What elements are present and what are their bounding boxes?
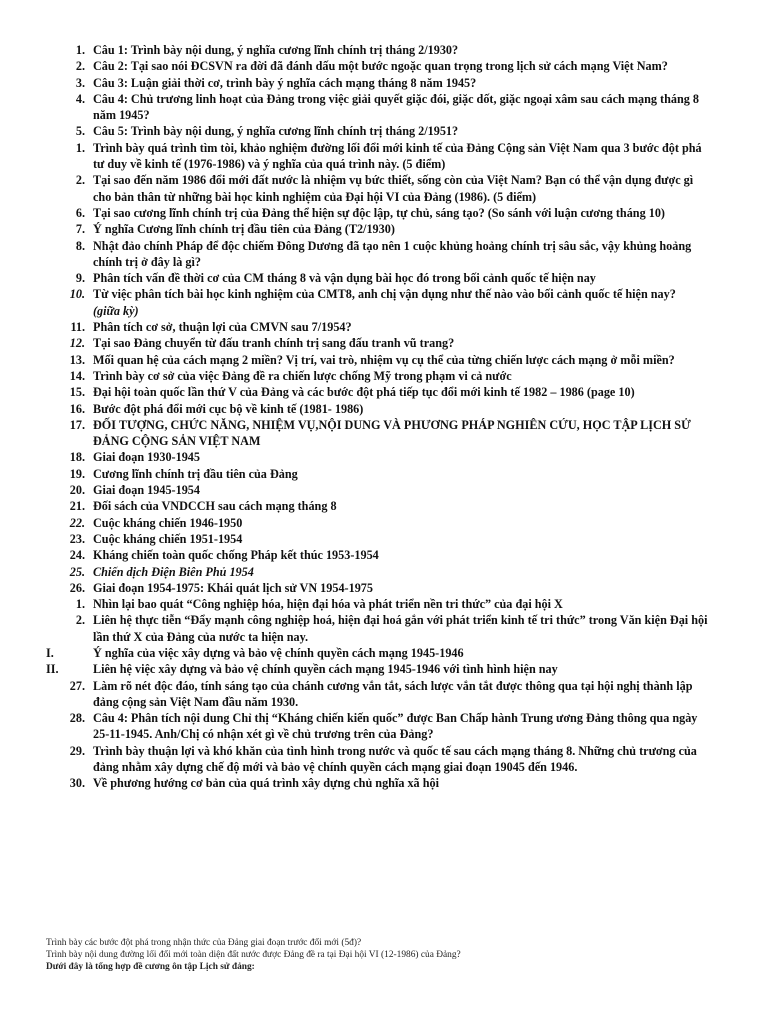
list-item-number: 6. — [75, 205, 85, 220]
list-item-body: Nhật đảo chính Pháp để độc chiếm Đông Dương đã tạo nên 1 cuộc khủng hoảng chính trị sâu sắc, vậy khủng hoảng chính trị ở đây là gì? — [93, 238, 692, 269]
list-item — [0, 335, 768, 351]
list-item — [0, 482, 768, 498]
list-item-text — [93, 286, 712, 319]
list-item-number: 1. — [75, 597, 85, 612]
list-item — [0, 270, 768, 286]
list-item-body: Câu 1: Trình bày nội dung, ý nghĩa cương lĩnh chính trị tháng 2/1930? — [93, 43, 459, 57]
list-item-text — [93, 580, 712, 596]
list-item — [0, 221, 768, 237]
list-item-number: 23. — [69, 531, 85, 546]
list-item — [0, 319, 768, 335]
list-item — [0, 205, 768, 221]
list-item — [0, 498, 768, 514]
list-item-text — [93, 58, 712, 74]
list-item-body: Cuộc kháng chiến 1946-1950 — [93, 515, 243, 530]
list-item-number: 30. — [69, 776, 85, 791]
list-item-number: 4. — [75, 91, 85, 106]
list-item — [0, 547, 768, 563]
list-item — [0, 123, 768, 139]
list-item-body: Liên hệ việc xây dựng và bảo vệ chính quyền cách mạng 1945-1946 với tình hình hiện nay — [93, 662, 558, 677]
list-item — [0, 352, 768, 368]
list-item-body: Câu 5: Trình bày nội dung, ý nghĩa cương lĩnh chính trị tháng 2/1951? — [93, 124, 459, 139]
list-item-number: 20. — [69, 483, 85, 498]
list-item-text — [93, 75, 712, 91]
footer-line-3: Dưới đây là tổng hợp đề cương ôn tập Lịch sử đảng: — [46, 962, 255, 972]
list-item-body: Giai đoạn 1945-1954 — [93, 483, 200, 498]
list-item-number: I. — [46, 645, 54, 660]
list-item-text — [93, 743, 712, 776]
list-item-body: Cuộc kháng chiến 1951-1954 — [93, 531, 243, 546]
list-item-text — [93, 678, 712, 711]
list-item-number: II. — [46, 662, 59, 677]
list-item — [0, 743, 768, 776]
list-item-text — [93, 238, 712, 271]
list-item-text — [93, 515, 712, 531]
list-item-text — [93, 612, 712, 645]
list-item-text — [93, 401, 712, 417]
list-item-body: Nhìn lại bao quát “Công nghiệp hóa, hiện đại hóa và phát triển nền tri thức” của đại hội X — [93, 597, 563, 612]
list-item-body: Kháng chiến toàn quốc chống Pháp kết thúc 1953-1954 — [93, 548, 379, 563]
question-list — [0, 42, 768, 792]
list-item-text — [93, 42, 712, 58]
list-item-text — [93, 547, 712, 563]
list-item-text — [93, 270, 712, 286]
list-item-number: 11. — [70, 320, 85, 335]
list-item-text — [93, 172, 712, 205]
list-item-body: Phân tích vấn đề thời cơ của CM tháng 8 và vận dụng bài học đó trong bối cảnh quốc tế hiện nay — [93, 271, 596, 286]
list-item-number: 8. — [75, 238, 85, 253]
list-item — [0, 531, 768, 547]
list-item — [0, 645, 768, 661]
list-item-body: Giai đoạn 1954-1975: Khái quát lịch sử VN 1954-1975 — [93, 580, 373, 595]
list-item-text — [93, 449, 712, 465]
list-item-number: 9. — [75, 271, 85, 286]
list-item-note: (giữa kỳ) — [93, 303, 139, 318]
list-item-text — [93, 661, 712, 677]
footer-line-2: Trình bày nội dung đường lối đổi mới toàn diện đất nước được Đảng đề ra tại Đại hội VI (12-1986) của Đảng? — [46, 950, 461, 960]
footer-line-1: Trình bày các bước đột phá trong nhận thức của Đảng giai đoạn trước đổi mới (5đ)? — [46, 938, 362, 948]
list-item-number: 5. — [75, 124, 85, 139]
list-item-number: 26. — [69, 580, 85, 595]
list-item-body: Đại hội toàn quốc lần thứ V của Đảng và các bước đột phá tiếp tục đổi mới kinh tế 1982 – 1986 (page 10) — [93, 385, 635, 400]
list-item-body: Câu 4: Phân tích nội dung Chỉ thị “Kháng chiến kiến quốc” được Ban Chấp hành Trung ương Đảng thông qua ngày 25-11-1945. Anh/Chị có nhận xét gì về chủ trương trên của Đảng? — [93, 711, 698, 742]
list-item-number: 18. — [69, 450, 85, 465]
list-item-text — [93, 352, 712, 368]
list-item-text — [93, 368, 712, 384]
list-item-text — [93, 498, 712, 514]
list-item-body: Từ việc phân tích bài học kinh nghiệm của CMT8, anh chị vận dụng như thế nào vào bối cảnh quốc tế hiện nay? — [93, 287, 676, 302]
list-item — [0, 75, 768, 91]
list-item — [0, 612, 768, 645]
list-item-text — [93, 335, 712, 351]
list-item-number: 15. — [69, 385, 85, 400]
list-item-body: Liên hệ thực tiễn “Đẩy mạnh công nghiệp hoá, hiện đại hoá gắn với phát triển kinh tế tri thức” trong Văn kiện Đại hội lần thứ X của Đảng của nước ta hiện nay. — [93, 613, 708, 644]
list-item-body: Ý nghĩa Cương lĩnh chính trị đầu tiên của Đảng (T2/1930) — [93, 222, 395, 237]
list-item-body: Mối quan hệ của cách mạng 2 miền? Vị trí, vai trò, nhiệm vụ cụ thể của từng chiến lược cách mạng ở mỗi miền? — [93, 352, 675, 367]
list-item — [0, 515, 768, 531]
list-item — [0, 466, 768, 482]
list-item-number: 19. — [69, 466, 85, 481]
list-item-body: Ý nghĩa của việc xây dựng và bảo vệ chính quyền cách mạng 1945-1946 — [93, 645, 464, 660]
list-item-number: 22. — [69, 515, 85, 530]
list-item — [0, 286, 768, 319]
list-item-body: Tại sao Đảng chuyển từ đấu tranh chính trị sang đấu tranh vũ trang? — [93, 336, 455, 351]
list-item — [0, 564, 768, 580]
list-item-number: 24. — [69, 548, 85, 563]
list-item-body: Đối sách của VNDCCH sau cách mạng tháng 8 — [93, 499, 337, 514]
list-item — [0, 368, 768, 384]
list-item-number: 28. — [69, 711, 85, 726]
list-item-number: 2. — [75, 613, 85, 628]
list-item-number: 2. — [75, 59, 85, 74]
list-item — [0, 678, 768, 711]
list-item-text — [93, 221, 712, 237]
list-item-body: Tại sao đến năm 1986 đổi mới đất nước là nhiệm vụ bức thiết, sống còn của Việt Nam? Bạn có thể vận dụng được gì cho bản thân từ những bài học kinh nghiệm của Đại hội VI của Đảng (1986). (5 điểm) — [93, 173, 694, 204]
list-item-body: Phân tích cơ sở, thuận lợi của CMVN sau 7/1954? — [93, 320, 352, 335]
list-item-number: 27. — [69, 678, 85, 693]
list-item — [0, 580, 768, 596]
list-item-body: Về phương hướng cơ bản của quá trình xây dựng chủ nghĩa xã hội — [93, 776, 439, 791]
list-item — [0, 238, 768, 271]
list-item — [0, 172, 768, 205]
list-item-body: Trình bày thuận lợi và khó khăn của tình hình trong nước và quốc tế sau cách mạng tháng 8. Những chủ trương của đảng nhằm xây dựng chế độ mới và bảo vệ chính quyền cách mạng giai đoạn 19045 đến 1946. — [93, 743, 697, 775]
list-item — [0, 596, 768, 612]
list-item-number: 1. — [75, 140, 85, 155]
list-item-body: Câu 4: Chủ trương linh hoạt của Đảng trong việc giải quyết giặc đói, giặc dốt, giặc ngoại xâm sau cách mạng tháng 8 năm 1945? — [93, 91, 699, 123]
list-item-number: 12. — [69, 336, 85, 351]
list-item-text — [93, 205, 712, 221]
list-item — [0, 401, 768, 417]
list-item — [0, 775, 768, 791]
list-item-text — [93, 140, 712, 173]
list-item-text — [93, 645, 712, 661]
list-item-text — [93, 564, 712, 580]
list-item-number: 16. — [69, 401, 85, 416]
list-item-number: 17. — [69, 417, 85, 432]
list-item-body: Làm rõ nét độc đáo, tính sáng tạo của chánh cương vắn tắt, sách lược vắn tắt được thông qua tại hội nghị thành lập đảng cộng sản Việt Nam đầu năm 1930. — [93, 678, 693, 709]
list-item-body: Giai đoạn 1930-1945 — [93, 450, 200, 465]
list-item — [0, 42, 768, 58]
list-item — [0, 661, 768, 677]
list-item-body: Tại sao cương lĩnh chính trị của Đảng thể hiện sự độc lập, tự chủ, sáng tạo? (So sánh với luận cương tháng 10) — [93, 205, 665, 220]
list-item-number: 10. — [69, 287, 85, 302]
list-item — [0, 58, 768, 74]
list-item — [0, 140, 768, 173]
list-item — [0, 417, 768, 450]
list-item-number: 21. — [69, 499, 85, 514]
list-item — [0, 710, 768, 743]
list-item-text — [93, 319, 712, 335]
list-item-text — [93, 466, 712, 482]
list-item — [0, 91, 768, 124]
footer-notes — [46, 937, 726, 973]
list-item-number: 13. — [69, 352, 85, 367]
list-item-number: 25. — [69, 564, 85, 579]
list-item — [0, 449, 768, 465]
list-item-body: Bước đột phá đổi mới cục bộ về kinh tế (1981- 1986) — [93, 401, 364, 416]
list-item-number: 29. — [69, 743, 85, 758]
list-item-text — [93, 91, 712, 124]
list-item-body: Câu 2: Tại sao nói ĐCSVN ra đời đã đánh dấu một bước ngoặc quan trọng trong lịch sử cách mạng Việt Nam? — [93, 59, 668, 74]
list-item-text — [93, 596, 712, 612]
list-item-number: 2. — [75, 173, 85, 188]
list-item-text — [93, 710, 712, 743]
list-item-text — [93, 482, 712, 498]
list-item-body: Chiến dịch Điện Biên Phủ 1954 — [93, 564, 254, 579]
list-item-body: Trình bày cơ sở của việc Đảng đề ra chiến lược chống Mỹ trong phạm vi cả nước — [93, 368, 512, 383]
list-item-body: Trình bày quá trình tìm tòi, khảo nghiệm đường lối đổi mới kinh tế của Đảng Cộng sản Việt Nam qua 3 bước đột phá tư duy về kinh tế (1976-1986) và ý nghĩa của quá trình này. (5 điểm) — [93, 140, 702, 172]
list-item-body: Cương lĩnh chính trị đầu tiên của Đảng — [93, 466, 298, 481]
list-item-text — [93, 123, 712, 139]
list-item-text — [93, 417, 712, 450]
list-item-number: 3. — [75, 75, 85, 90]
list-item — [0, 384, 768, 400]
list-item-number: 14. — [69, 368, 85, 383]
list-item-number: 1. — [75, 43, 85, 57]
list-item-text — [93, 384, 712, 400]
list-item-number: 7. — [75, 222, 85, 237]
list-item-text — [93, 775, 712, 791]
list-item-body: Câu 3: Luận giải thời cơ, trình bày ý nghĩa cách mạng tháng 8 năm 1945? — [93, 75, 477, 90]
list-item-text — [93, 531, 712, 547]
list-item-body: ĐỐI TƯỢNG, CHỨC NĂNG, NHIỆM VỤ,NỘI DUNG VÀ PHƯƠNG PHÁP NGHIÊN CỨU, HỌC TẬP LỊCH SỬ ĐẢNG CỘNG SẢN VIỆT NAM — [93, 417, 691, 449]
